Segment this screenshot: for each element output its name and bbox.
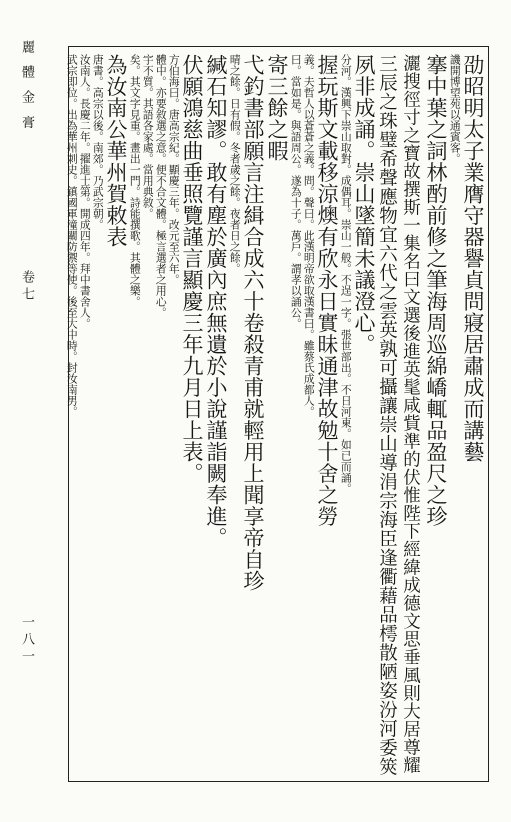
annotation-column: 譏開博望苑以通賓客。 (448, 54, 462, 164)
annotation-column: 宇不質。其語各家處。當用典敘。 (141, 54, 155, 219)
border-line-top (68, 46, 489, 47)
annotation-column: 方伯海曰。唐高宗紀。顯慶三年。改元至六年。 (167, 54, 181, 285)
main-text-column: 三辰之珠璧希聲應物宜六代之雲英孰可攝讓崇山導涓宗海臣逢衢藉品樗散陋姿汾河委筴 (376, 54, 398, 776)
annotation-column: 分河。漢興下崇山取對。成偶耳。崇山一般。不逞一字。張世部出。不日河東。如已而誦。 (339, 54, 353, 494)
main-text-column: 握玩斯文載移涼燠有欣永日實昧通津故勉十舍之勞 (315, 54, 339, 527)
main-text-column: 灑搜徑寸之寶故撰斯一集名曰文選後進英髦咸貲準的伏惟陛下經緯成德文思垂風則大居尊耀 (400, 54, 421, 774)
annotation-column: 體中。亦要敘選之意。便不合文體。極言選者之用心。 (154, 54, 168, 318)
border-line-bottom (68, 781, 489, 782)
volume-label: 卷七 (19, 270, 34, 304)
main-text-column: 弋釣書部願言注緝合成六十卷殺青甫就輕用上聞享帝自珍 (241, 54, 265, 592)
annotation-column: 晴之餘。日有假。冬者歲之餘。夜者日之餘。 (228, 54, 242, 274)
book-title: 麗 體 金 膏 (19, 40, 34, 133)
main-text-column: 劭昭明太子業膺守器譽貞問寢居肅成而講藝 (461, 54, 485, 463)
page-number: 一八一 (19, 615, 34, 666)
border-line-right (488, 46, 489, 782)
annotation-column: 義。夫哲人以蒼蒼之義。問。聲曰。此漢明帝欲取漢書曰。雖蔡氏成都人。 (302, 54, 316, 417)
annotation-column: 矣。其文字見重。畫出一門。詩能撰歌。其體之樂。 (128, 54, 142, 307)
annotation-column: 曰。當如是。與語周公。遂為十子。萬戶。謂孝以誦公。 (289, 54, 303, 329)
main-text-column: 搴中葉之詞林酌前修之筆海周巡綿嶠輒品盈尺之珍 (424, 54, 448, 527)
main-text-column: 緘石知謬。敢有塵於廣內庶無遺於小說謹詣闕奉進。 (204, 54, 228, 549)
annotation-column: 武宗即位。出為華州刺史。鎮國軍潼關防禦等使。後至大中時。封汝南男。 (65, 54, 79, 417)
main-text-column: 夙非成誦。崇山墜簡未議澄心。 (352, 54, 376, 355)
main-text-column: 伏願鴻慈曲垂照覽謹言顯慶三年九月日上表。 (180, 54, 204, 484)
annotation-column: 唐書。高宗以後。南郊。乃武宗朝。 (91, 54, 105, 230)
main-text-column: 為汝南公華州賀敕表 (104, 54, 128, 248)
main-text-column: 寄三餘之暇 (265, 54, 289, 162)
annotation-column: 汝南人。長慶二年。擢進士第。開成四年。拜中書舍人。 (78, 54, 92, 329)
